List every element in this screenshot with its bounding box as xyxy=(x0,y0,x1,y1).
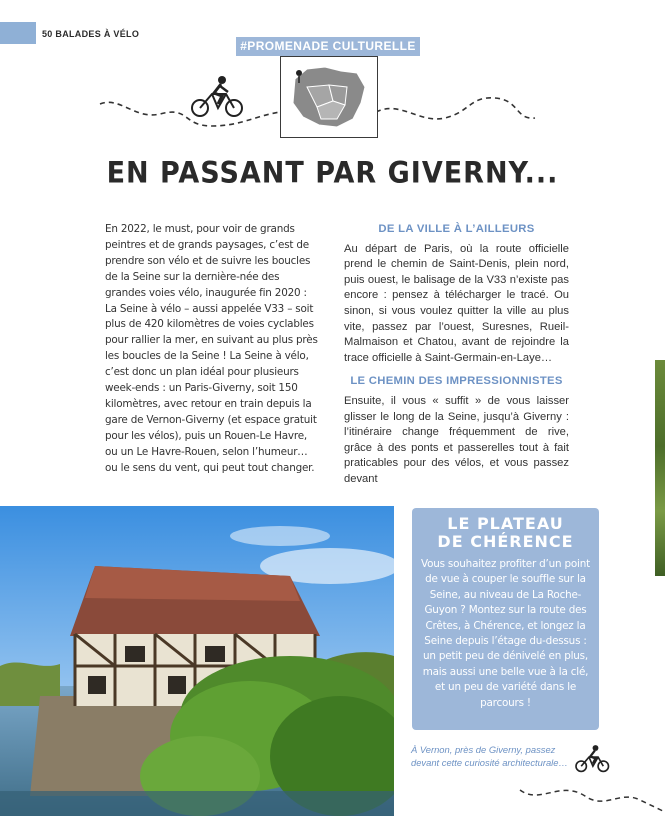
sidebar-title-line: LE PLATEAU xyxy=(447,514,564,533)
ile-de-france-map-icon xyxy=(281,57,377,137)
adjacent-photo-edge xyxy=(655,360,665,576)
category-tag: #PROMENADE CULTURELLE xyxy=(236,37,420,56)
sidebar-title xyxy=(412,515,599,551)
sidebar-text: Vous souhaitez profiter d’un point de vue à couper le souffle sur la Seine, au niveau de La Roche-Guyon ? Montez sur la route des Crêtes, à Chérence, et longez la Seine depuis l’étage du-dessus : un petit peu de dénivelé en plus, mais aussi une belle vue à la clé, et un peu de variété dans le parcours ! xyxy=(420,558,591,709)
section-text: Ensuite, il vous « suffit » de vous laisser glisser le long de la Seine, jusqu’à Giverny : l’itinéraire change fréquemment de rive, grâce à des ponts et passerelles tout à fait praticables pour des vélos, et vous passez devant xyxy=(344,394,569,485)
section-heading: LE CHEMIN DES IMPRESSIONNISTES xyxy=(350,375,563,388)
running-header: 50 BALADES À VÉLO xyxy=(42,29,140,39)
sidebar-title-line: DE CHÉRENCE xyxy=(437,532,574,551)
mill-photo xyxy=(0,506,394,816)
sidebar-box xyxy=(412,508,599,730)
section-heading: DE LA VILLE À L’AILLEURS xyxy=(378,223,535,235)
section-text: Au départ de Paris, où la route officielle prend le chemin de Saint-Denis, plein nord, puis ouest, le balisage de la V33 n’existe pas encore : pensez à télécharger le tracé. Ou sinon, si vous voulez quitter la ville au plus vite, passez par l’ouest, Suresnes, Rueil-Malmaison et Chatou, avant de rejoindre la trace officielle à Saint-Germain-en-Laye… xyxy=(344,242,569,364)
photo-caption: À Vernon, près de Giverny, passez devant cette curiosité architecturale… xyxy=(411,744,568,768)
cyclist-icon xyxy=(192,76,242,116)
page-title: EN PASSANT PAR GIVERNY... xyxy=(106,156,559,191)
article-column xyxy=(344,222,569,496)
location-map xyxy=(280,56,378,138)
intro-paragraph: En 2022, le must, pour voir de grands peintres et de grands paysages, c’est de prendre son vélo et de suivre les boucles de la Seine sur la dernière-née des grandes voies vélo, inaugurée fin 2020 : La Seine à vélo – aussi appelée V33 – soit plus de 420 kilomètres de voies cyclables pour rallier la mer, en suivant au plus près les boucles de la Seine ! La Seine à vélo, c’est donc un plan idéal pour plusieurs week-ends : un Paris-Giverny, soit 150 kilomètres, avec retour en train depuis la gare de Vernon-Giverny (et espace gratuit pour les vélos), puis un Rouen-Le Havre, ou un Le Havre-Rouen, selon l’humeur… ou le sens du vent, qui peut tout changer. xyxy=(105,223,318,474)
